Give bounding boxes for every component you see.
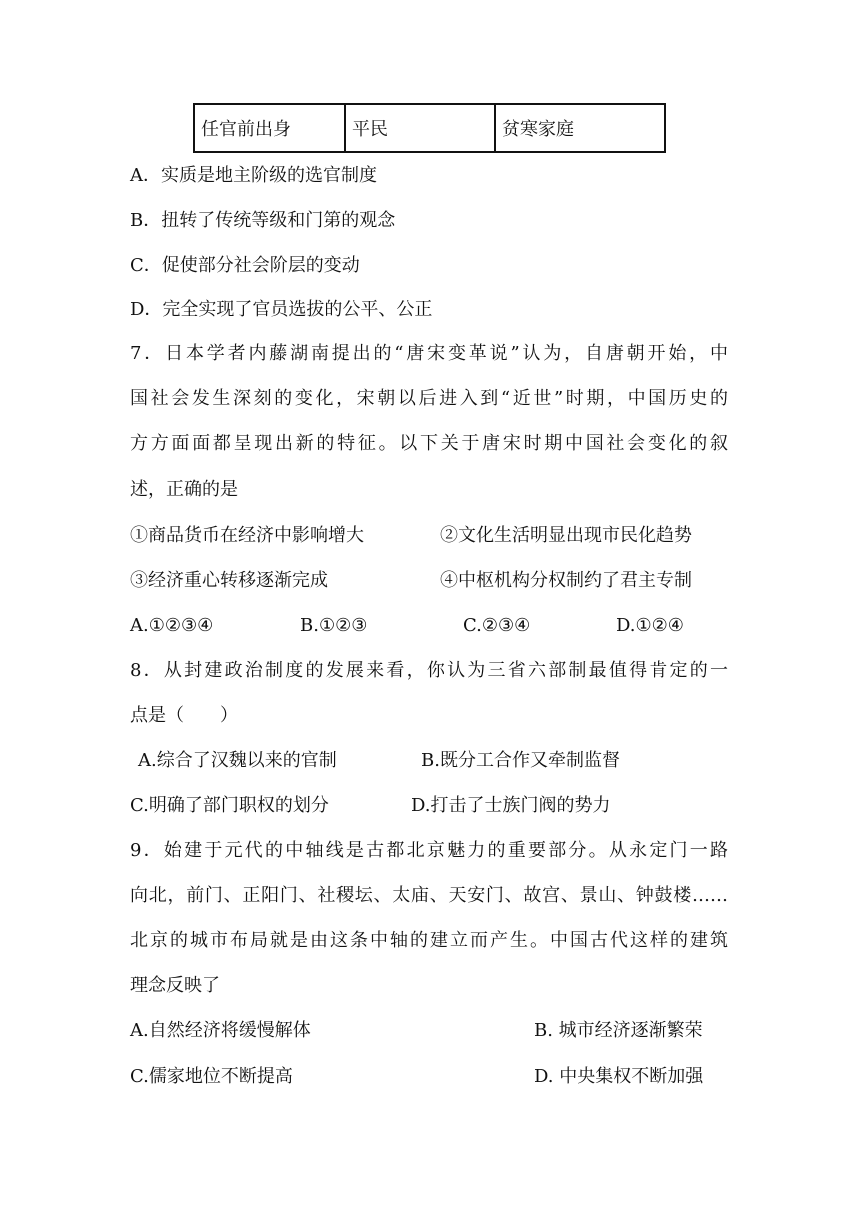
q9-option-a[interactable]: A.自然经济将缓慢解体 [130,1020,311,1041]
q8-option-d[interactable]: D.打击了士族门阀的势力 [411,795,611,816]
q8-option-b[interactable]: B.既分工合作又牵制监督 [421,750,620,771]
q9-stem-line: 北京的城市布局就是由这条中轴的建立而产生。中国古代这样的建筑 [130,930,728,951]
q9-stem-line: 理念反映了 [130,975,220,996]
q7-statement-4: ④中枢机构分权制约了君主专制 [440,570,692,591]
q8-stem-line: 8．从封建政治制度的发展来看，你认为三省六部制最值得肯定的一 [130,660,728,681]
q7-statement-2: ②文化生活明显出现市民化趋势 [440,525,692,546]
q7-option-a[interactable]: A.①②③④ [130,615,214,636]
q6-option-b[interactable]: B．扭转了传统等级和门第的观念 [130,210,396,231]
q6-option-c[interactable]: C．促使部分社会阶层的变动 [130,255,360,276]
q8-option-a[interactable]: A.综合了汉魏以来的官制 [138,750,337,771]
table-cell-value: 贫寒家庭 [495,104,665,152]
q7-option-c[interactable]: C.②③④ [463,615,531,636]
q7-stem-line: 述，正确的是 [130,479,238,500]
q8-stem-line: 点是（ ） [130,705,238,726]
table-row [194,104,665,152]
q8-option-c[interactable]: C.明确了部门职权的划分 [130,795,329,816]
q6-option-d[interactable]: D．完全实现了官员选拔的公平、公正 [130,299,433,320]
q6-option-a[interactable]: A．实质是地主阶级的选官制度 [130,165,377,186]
q7-option-b[interactable]: B.①②③ [300,615,368,636]
table-cell-value: 平民 [345,104,495,152]
q7-option-d[interactable]: D.①②④ [616,615,684,636]
q9-option-c[interactable]: C.儒家地位不断提高 [130,1066,293,1087]
q7-stem-line: 7．日本学者内藤湖南提出的“唐宋变革说”认为，自唐朝开始，中 [130,343,728,364]
q9-option-b[interactable]: B. 城市经济逐渐繁荣 [534,1020,703,1041]
q7-stem-line: 方方面面都呈现出新的特征。以下关于唐宋时期中国社会变化的叙 [130,433,728,454]
q9-option-d[interactable]: D. 中央集权不断加强 [534,1066,704,1087]
table-cell-label: 任官前出身 [194,104,345,152]
official-background-table [193,103,666,153]
q7-stem-line: 国社会发生深刻的变化，宋朝以后进入到“近世”时期，中国历史的 [130,388,728,409]
q9-stem-line: 9．始建于元代的中轴线是古都北京魅力的重要部分。从永定门一路 [130,840,728,861]
q7-statement-1: ①商品货币在经济中影响增大 [130,525,364,546]
q7-statement-3: ③经济重心转移逐渐完成 [130,570,328,591]
q9-stem-line: 向北，前门、正阳门、社稷坛、太庙、天安门、故宫、景山、钟鼓楼…… [130,885,728,906]
